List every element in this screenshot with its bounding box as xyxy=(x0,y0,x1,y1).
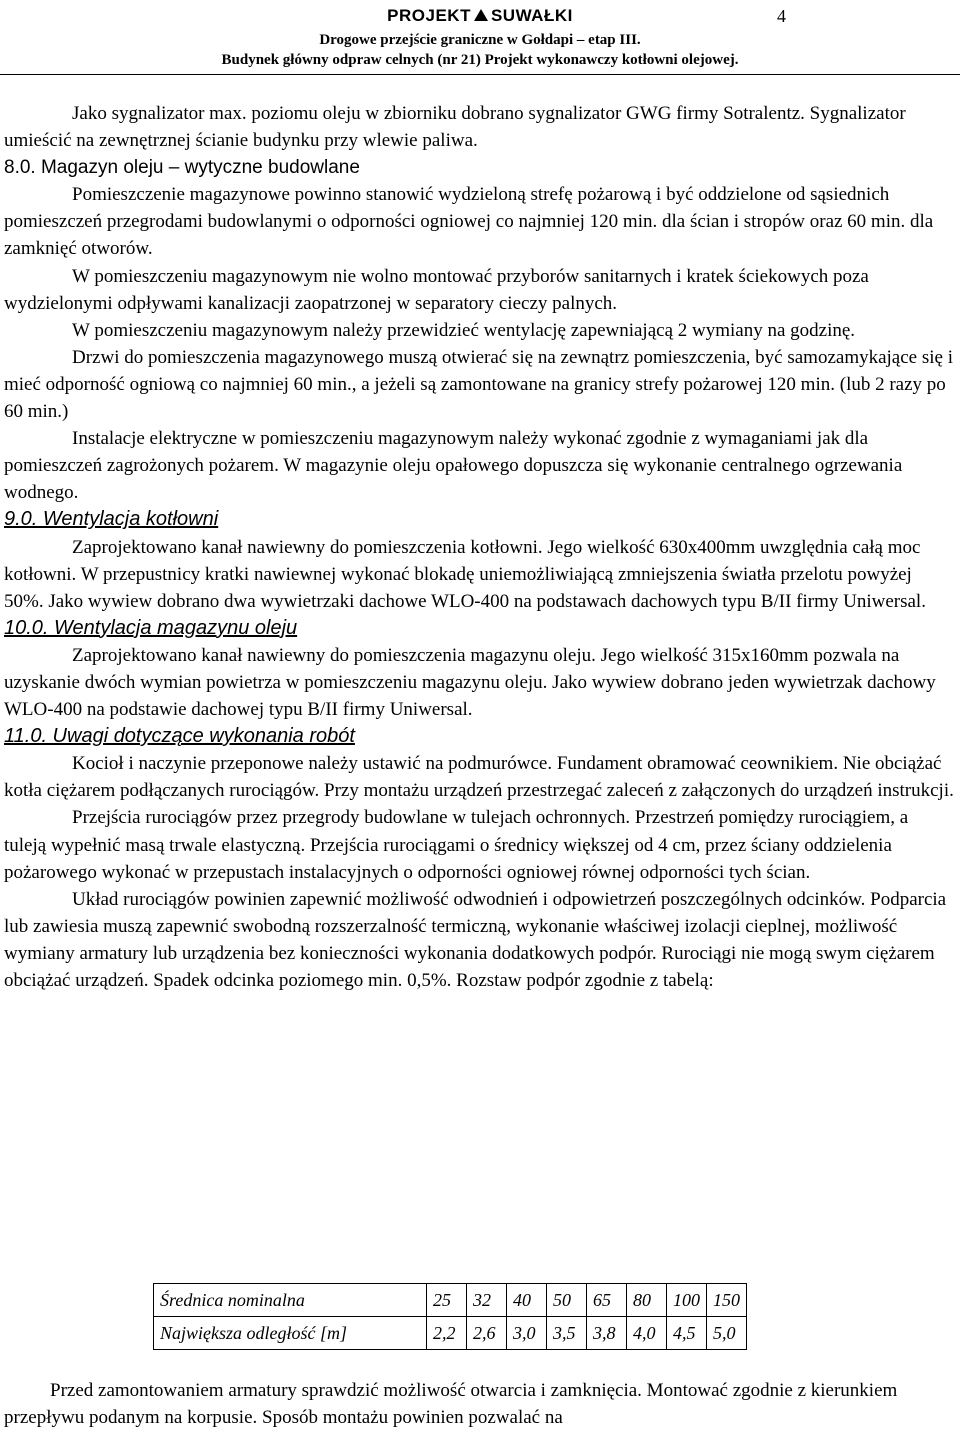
section-8-paragraph-3: W pomieszczeniu magazynowym należy przewidzieć wentylację zapewniającą 2 wymiany na godzinę. xyxy=(72,319,856,341)
table-row xyxy=(154,1284,747,1317)
logo-right-text: SUWAŁKI xyxy=(490,6,573,25)
section-8-paragraph-2: W pomieszczeniu magazynowym nie wolno montować przyborów sanitarnych i kratek ściekowych poza wydzielonymi odpływami kanalizacji zaopatrzonej w separatory cieczy palnych. xyxy=(4,265,869,314)
section-8-heading: 8.0. Magazyn oleju – wytyczne budowlane xyxy=(4,157,360,179)
section-9-heading: 9.0. Wentylacja kotłowni xyxy=(4,508,219,531)
header-divider xyxy=(0,74,960,75)
section-8-paragraph-4: Drzwi do pomieszczenia magazynowego muszą otwierać się na zewnątrz pomieszczenia, być samozamykające się i mieć odporność ogniową co najmniej 60 min., a jeżeli są zamontowane na granicy strefy pożarowej 120 min. (lub 2 razy po 60 min.) xyxy=(4,346,953,423)
table-cell: 3,0 xyxy=(507,1317,547,1350)
table-cell-label: Średnica nominalna xyxy=(154,1284,427,1317)
section-11-paragraph-2: Przejścia rurociągów przez przegrody budowlane w tulejach ochronnych. Przestrzeń pomiędzy rurociągiem, a tuleją wypełnić masą trwale elastyczną. Przejścia rurociągami o średnicy większej od 4 cm, przez ściany oddzielenia pożarowego wykonać w przepustach instalacyjnych o odporności ogniowej równej odporności tych ścian. xyxy=(4,807,909,883)
document-body xyxy=(4,100,954,994)
logo-left-text: PROJEKT xyxy=(387,6,471,25)
header-line-2: Budynek główny odpraw celnych (nr 21) Projekt wykonawczy kotłowni olejowej. xyxy=(221,52,739,68)
table-cell: 2,6 xyxy=(467,1317,507,1350)
section-10-heading: 10.0. Wentylacja magazynu oleju xyxy=(4,616,298,639)
table-cell: 40 xyxy=(507,1284,547,1317)
table-cell: 2,2 xyxy=(427,1317,467,1350)
table-cell: 65 xyxy=(587,1284,627,1317)
section-10-paragraph: Zaprojektowano kanał nawiewny do pomieszczenia magazynu oleju. Jego wielkość 315x160mm pozwala na uzyskanie dwóch wymian powietrza w pomieszczeniu magazynu oleju. Jako wywiew dobrano jeden wywietrzak dachowy WLO-400 na podstawie dachowej typu B/II firmy Uniwersal. xyxy=(4,644,936,721)
table-cell: 50 xyxy=(547,1284,587,1317)
table-cell-label: Największa odległość [m] xyxy=(154,1317,427,1350)
after-table-paragraph: Przed zamontowaniem armatury sprawdzić możliwość otwarcia i zamknięcia. Montować zgodnie z kierunkiem przepływu podanym na korpusie. Sposób montażu powinien pozwalać na xyxy=(4,1380,898,1429)
page-number: 4 xyxy=(777,6,786,26)
section-11-heading: 11.0. Uwagi dotyczące wykonania robót xyxy=(4,725,355,748)
section-11-paragraph-3: Układ rurociągów powinien zapewnić możliwość odwodnień i odpowietrzeń poszczególnych odcinków. Podparcia lub zawiesia muszą zapewnić swobodną rozszerzalność termiczną, wykonanie właściwej izolacji cieplnej, możliwość wymiany armatury lub urządzenia bez konieczności wykonania dodatkowych podpór. Rurociągi nie mogą swym ciężarem obciążać urządzeń. Spadek odcinka poziomego min. 0,5%. Rozstaw podpór zgodnie z tabelą: xyxy=(4,888,947,991)
intro-paragraph: Jako sygnalizator max. poziomu oleju w zbiorniku dobrano sygnalizator GWG firmy Sotralentz. Sygnalizator umieścić na zewnętrznej ścianie budynku przy wlewie paliwa. xyxy=(4,103,906,152)
table-cell: 100 xyxy=(667,1284,707,1317)
pipe-support-table xyxy=(153,1283,747,1350)
logo xyxy=(0,6,960,26)
mountain-icon xyxy=(474,9,488,21)
header-line-1: Drogowe przejście graniczne w Gołdapi – etap III. xyxy=(319,32,641,48)
table-cell: 25 xyxy=(427,1284,467,1317)
table-cell: 3,8 xyxy=(587,1317,627,1350)
table-cell: 3,5 xyxy=(547,1317,587,1350)
table-cell: 32 xyxy=(467,1284,507,1317)
section-8-paragraph-1: Pomieszczenie magazynowe powinno stanowić wydzieloną strefę pożarową i być oddzielone od sąsiednich pomieszczeń przegrodami budowlanymi o odporności ogniowej co najmniej 120 min. dla ścian i stropów oraz 60 min. dla zamknięć otworów. xyxy=(4,184,934,260)
section-11-paragraph-1: Kocioł i naczynie przeponowe należy ustawić na podmurówce. Fundament obramować ceownikiem. Nie obciążać kotła ciężarem podłączanych rurociągów. Przy montażu urządzeń przestrzegać zaleceń z załączonych do urządzeń instrukcji. xyxy=(4,753,954,802)
table-cell: 4,0 xyxy=(627,1317,667,1350)
table-cell: 5,0 xyxy=(707,1317,747,1350)
section-8-paragraph-5: Instalacje elektryczne w pomieszczeniu magazynowym należy wykonać zgodnie z wymaganiami jak dla pomieszczeń zagrożonych pożarem. W magazynie oleju opałowego dopuszcza się wykonanie centralnego ogrzewania wodnego. xyxy=(4,428,903,504)
page-header xyxy=(0,0,960,80)
table-cell: 4,5 xyxy=(667,1317,707,1350)
table-cell: 150 xyxy=(707,1284,747,1317)
section-9-paragraph: Zaprojektowano kanał nawiewny do pomieszczenia kotłowni. Jego wielkość 630x400mm uwzględnia całą moc kotłowni. W przepustnicy kratki nawiewnej wykonać blokadę uniemożliwiającą zmniejszenia światła przelotu powyżej 50%. Jako wywiew dobrano dwa wywietrzaki dachowe WLO-400 na podstawach dachowych typu B/II firmy Uniwersal. xyxy=(4,536,926,612)
table-cell: 80 xyxy=(627,1284,667,1317)
table-row xyxy=(154,1317,747,1350)
after-table-text xyxy=(4,1377,954,1431)
